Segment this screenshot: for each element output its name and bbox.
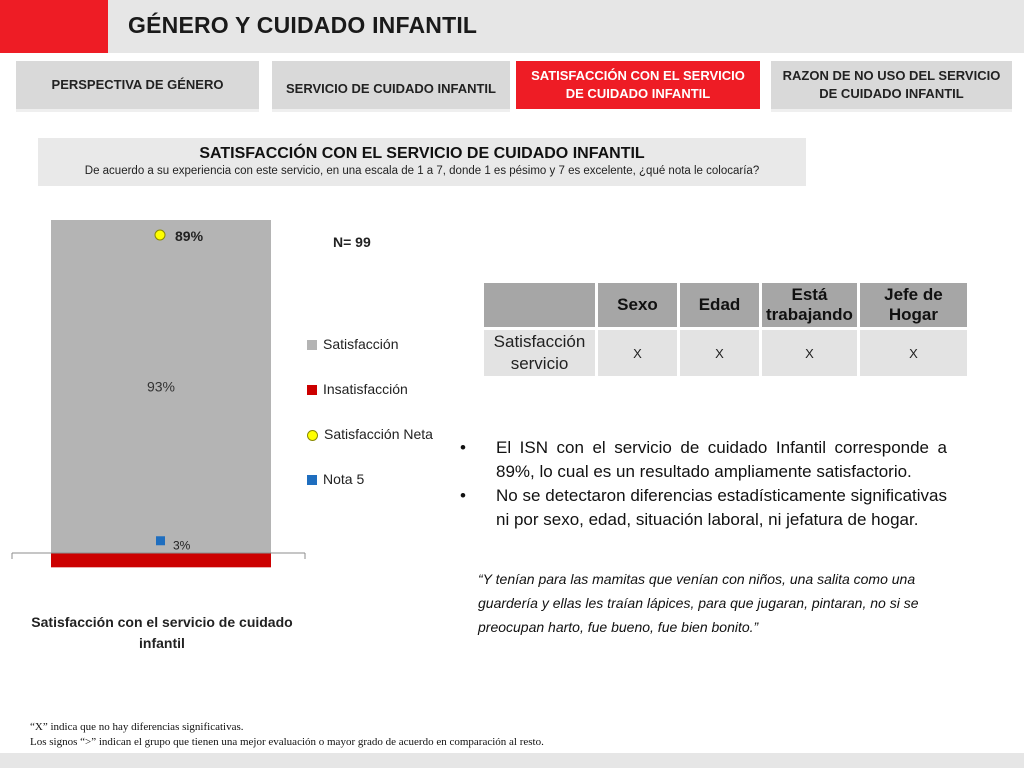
legend-swatch-insatisfaccion (307, 385, 317, 395)
page-title: GÉNERO Y CUIDADO INFANTIL (128, 12, 478, 38)
footnote-line: “X” indica que no hay diferencias significativas. (30, 721, 244, 733)
finding-text: El ISN con el servicio de cuidado Infantil corresponde a 89%, lo cual es un resultado ampliamente satisfactorio. (496, 438, 947, 481)
table-cell: X (598, 330, 677, 376)
footer-bar (0, 753, 1024, 768)
tab-servicio-de-cuidado-infantil[interactable]: SERVICIO DE CUIDADO INFANTIL (272, 61, 510, 109)
legend-label: Satisfacción (323, 336, 399, 352)
legend-swatch-nota-5 (307, 475, 317, 485)
bullet-marker: • (460, 486, 466, 505)
section-header (38, 138, 806, 186)
brand-accent-block (0, 0, 108, 53)
column-header: Edad (680, 283, 759, 327)
bar-insatisfaccion (51, 553, 271, 567)
significance-table (481, 280, 970, 379)
tab-perspectiva-de-genero[interactable]: PERSPECTIVA DE GÉNERO (16, 61, 259, 109)
list-item (455, 436, 947, 484)
section-heading: SATISFACCIÓN CON EL SERVICIO DE CUIDADO INFANTIL (199, 145, 645, 162)
survey-question: De acuerdo a su experiencia con este servicio, en una escala de 1 a 7, donde 1 es pésimo y 7 es excelente, ¿qué nota le colocaría? (84, 165, 760, 177)
legend-label: Nota 5 (323, 471, 365, 487)
chart-title: Satisfacción con el servicio de cuidado infantil (31, 614, 293, 651)
legend-item-satisfaccion (307, 336, 433, 381)
legend-item-nota-5 (307, 471, 433, 516)
footnote-line: Los signos “>” indican el grupo que tienen una mejor evaluación o mayor grado de acuerdo en comparación al resto. (30, 736, 544, 748)
title-bar (0, 0, 1024, 53)
table-header-row (484, 283, 967, 327)
respondent-quote: “Y tenían para las mamitas que venían con niños, una salita como una guardería y ellas les traían lápices, para que jugaran, pintaran, no si se preocupan harto, fue bueno, fue bien bonito.” (478, 571, 919, 635)
tab-shadow (16, 109, 259, 112)
data-label-nota-5: 3% (173, 538, 191, 553)
marker-nota-5 (156, 536, 165, 545)
row-header: Satisfacción servicio (484, 330, 595, 376)
table-cell: X (762, 330, 857, 376)
chart-legend (307, 336, 433, 516)
column-header: Jefe de Hogar (860, 283, 967, 327)
finding-text: No se detectaron diferencias estadísticamente significativas ni por sexo, edad, situación laboral, ni jefatura de hogar. (496, 486, 947, 529)
data-label-satisfaccion-neta: 89% (175, 228, 204, 244)
legend-swatch-satisfaccion (307, 340, 317, 350)
tab-satisfaccion-servicio[interactable]: SATISFACCIÓN CON EL SERVICIO DE CUIDADO INFANTIL (516, 61, 760, 109)
table-cell: X (680, 330, 759, 376)
legend-label: Insatisfacción (323, 381, 408, 397)
footnotes (30, 720, 544, 750)
bullet-marker: • (460, 438, 466, 457)
list-item (455, 484, 947, 532)
tab-shadow (771, 109, 1012, 112)
legend-item-insatisfaccion (307, 381, 433, 426)
tab-shadow (272, 109, 510, 112)
tab-razon-no-uso[interactable]: RAZON DE NO USO DEL SERVICIO DE CUIDADO INFANTIL (771, 61, 1012, 109)
satisfaction-chart (0, 200, 320, 590)
data-label-satisfaccion: 93% (146, 378, 176, 395)
findings-list (455, 436, 947, 532)
marker-satisfaccion-neta (155, 230, 165, 240)
table-row (484, 330, 967, 376)
column-header: Sexo (598, 283, 677, 327)
legend-swatch-satisfaccion-neta (307, 430, 318, 441)
legend-label: Satisfacción Neta (324, 426, 433, 442)
sample-size: N= 99 (333, 234, 371, 250)
legend-item-satisfaccion-neta (307, 426, 433, 471)
table-cell: X (860, 330, 967, 376)
column-header: Está trabajando (762, 283, 857, 327)
table-corner-cell (484, 283, 595, 327)
